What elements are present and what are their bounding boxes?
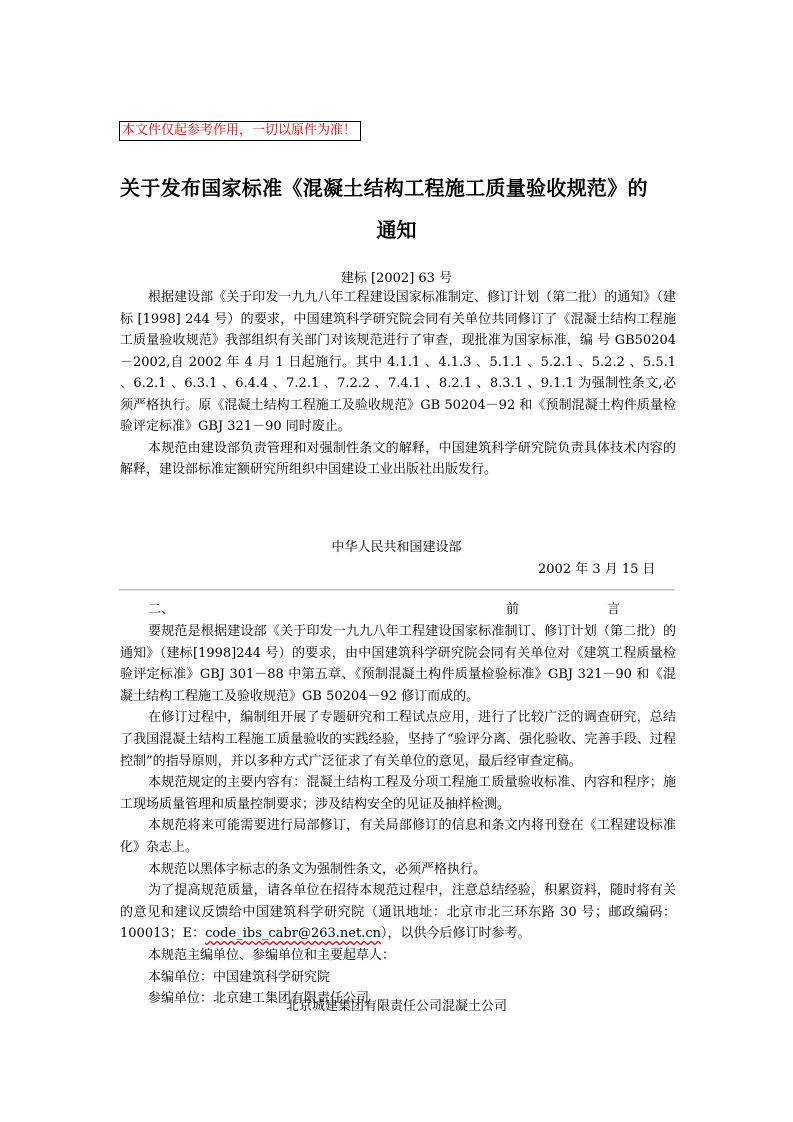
preface-heading [120, 599, 709, 621]
preface-paragraph: 要规范是根据建设部《关于印发一九九八年工程建设国家标准制订、修订计划（第二批）的通知》（建标[1998]244 号）的要求，由中国建筑科学研究院会同有关单位对《建筑工程质量检验评定标准》GBJ 301－88 中第五章、《预制混凝土构件质量检验标准》GBJ 321－90 和《混凝土结构工程施工及验收规范》GB 50204－92 修订而成的。 [120, 624, 676, 704]
preface-paragraph: 在修订过程中，编制组开展了专题研究和工程试点应用，进行了比较广泛的调查研究，总结了我国混凝土结构工程施工质量验收的实践经验，坚持了“验评分离、强化验收、完善手段、过程控制”的指导原则，并以多种方式广泛征求了有关单位的意见，最后经审查定稿。 [120, 710, 676, 769]
participating-unit: 参编单位：北京建工集团有限责任公司 [148, 991, 370, 1007]
notice-paragraph-1: 根据建设部《关于印发一九九八年工程建设国家标准制定、修订计划（第二批）的通知》（建标 [1998] 244 号）的要求，中国建筑科学研究院会同有关单位共同修订了《混凝土结构工程施工质量验收规范》我部组织有关部门对该规范进行了审查，现批准为国家标准，编 号 GB50204－2002,自 2002 年 4 月 1 日起施行。其中 4.1.1 、4.1.3 、5.1.1 、5.2.1 、5.2.2 、5.5.1 、6.2.1 、6.3.1 、6.4.4 、7.2.1 、7.2.2 、7.4.1 、8.2.1 、8.3.1 、9.1.1 为强制性条文,必须严格执行。原《混凝土结构工程施工及验收规范》GB 50204－92 和《预制混凝土构件质量检验评定标准》GBJ 321－90 同时废止。 [120, 290, 676, 434]
preface-number: 二、 [148, 602, 175, 617]
notice-body [120, 287, 676, 481]
disclaimer-box: 本文件仅起参考作用，一切以原件为准！ [119, 121, 361, 141]
participating-unit-2: 北京城建集团有限责任公司混凝土公司 [285, 999, 507, 1014]
notice-paragraph-2: 本规范由建设部负责管理和对强制性条文的解释，中国建筑科学研究院负责具体技术内容的解释，建设部标准定额研究所组织中国建设工业出版社出版发行。 [120, 440, 676, 477]
chief-editor-unit: 本编单位：中国建筑科学研究院 [148, 969, 331, 985]
preface-paragraph: 本规范主编单位、参编单位和主要起草人： [148, 947, 396, 963]
issuer-name: 中华人民共和国建设部 [331, 540, 462, 555]
feedback-text: 为了提高规范质量，请各单位在招待本规范过程中，注意总结经验，积累资料，随时将有关的意见和建议反馈给中国建筑科学研究院（通讯地址：北京市北三环东路 30 号；邮政编码：100013；E： [120, 883, 676, 942]
preface-paragraph: 本规范规定的主要内容有：混凝土结构工程及分项工程施工质量验收标准、内容和程序；施工现场质量管理和质量控制要求；涉及结构安全的见证及抽样检测。 [120, 775, 676, 812]
document-number: 建标 [2002] 63 号 [340, 271, 453, 286]
preface-paragraph: 本规范将来可能需要进行局部修订，有关局部修订的信息和条文内将刊登在《工程建设标准化》杂志上。 [120, 818, 676, 855]
preface-body [120, 621, 676, 1010]
preface-paragraph-feedback [120, 880, 676, 945]
preface-paragraph: 本规范以黑体字标志的条文为强制性条文，必须严格执行。 [148, 861, 487, 877]
preface-title: 前言 [506, 602, 709, 617]
feedback-text-end: ），以供今后修订时参考。 [381, 926, 531, 942]
section-divider [119, 589, 675, 591]
contact-email: code_ibs_cabr@263.net.cn [205, 926, 381, 942]
document-title-line-2: 通知 [376, 218, 417, 242]
document-title-line-1: 关于发布国家标准《混凝土结构工程施工质量验收规范》的 [120, 176, 648, 200]
issue-date: 2002 年 3 月 15 日 [538, 562, 656, 577]
